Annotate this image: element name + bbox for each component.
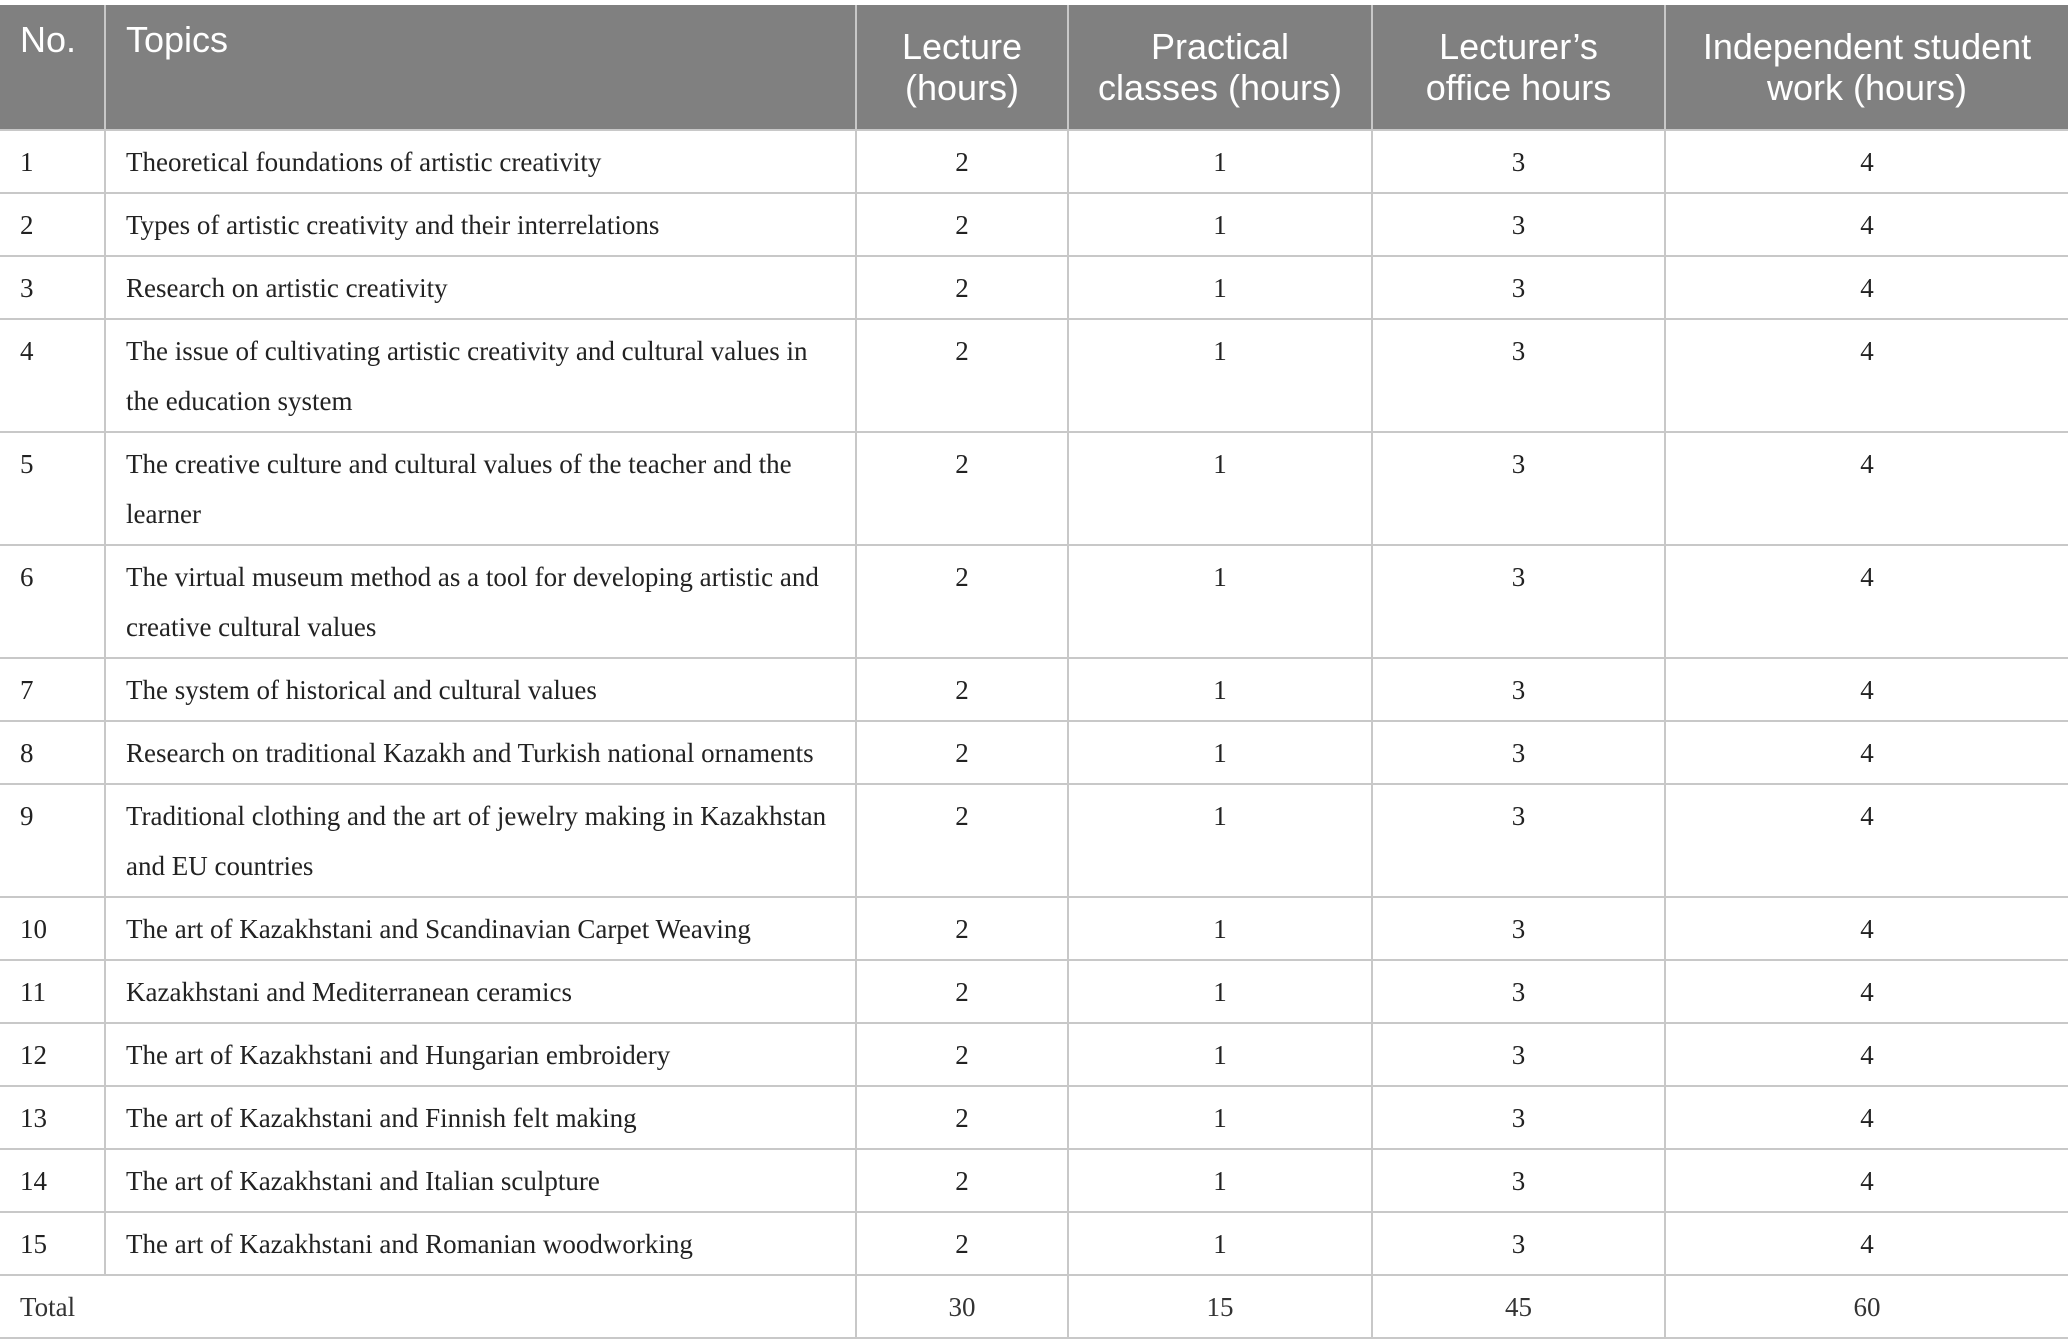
cell-no: 13 (0, 1086, 105, 1149)
cell-office: 3 (1372, 1212, 1665, 1275)
cell-no: 15 (0, 1212, 105, 1275)
cell-no: 7 (0, 658, 105, 721)
table-row (0, 193, 2068, 256)
table-row (0, 432, 2068, 545)
cell-independent: 4 (1665, 545, 2068, 658)
cell-practical: 1 (1068, 256, 1372, 319)
cell-office: 3 (1372, 897, 1665, 960)
cell-independent: 4 (1665, 1212, 2068, 1275)
cell-no: 10 (0, 897, 105, 960)
cell-lecture: 2 (856, 1086, 1068, 1149)
cell-practical: 1 (1068, 721, 1372, 784)
cell-practical: 1 (1068, 1086, 1372, 1149)
cell-lecture: 2 (856, 1149, 1068, 1212)
cell-lecture: 2 (856, 319, 1068, 432)
header-office: Lecturer’s office hours (1372, 5, 1665, 130)
cell-topic: The virtual museum method as a tool for developing artistic and creative cultural values (105, 545, 856, 658)
cell-no: 8 (0, 721, 105, 784)
total-row (0, 1275, 2068, 1338)
cell-office: 3 (1372, 193, 1665, 256)
cell-topic: Types of artistic creativity and their interrelations (105, 193, 856, 256)
cell-no: 9 (0, 784, 105, 897)
cell-lecture: 2 (856, 658, 1068, 721)
cell-lecture: 2 (856, 784, 1068, 897)
header-independent: Independent student work (hours) (1665, 5, 2068, 130)
cell-office: 3 (1372, 1023, 1665, 1086)
cell-lecture: 2 (856, 193, 1068, 256)
cell-no: 5 (0, 432, 105, 545)
cell-independent: 4 (1665, 1086, 2068, 1149)
table-row (0, 1086, 2068, 1149)
cell-practical: 1 (1068, 1212, 1372, 1275)
cell-topic: Kazakhstani and Mediterranean ceramics (105, 960, 856, 1023)
cell-lecture: 2 (856, 545, 1068, 658)
cell-office: 3 (1372, 658, 1665, 721)
total-independent: 60 (1665, 1275, 2068, 1338)
cell-no: 2 (0, 193, 105, 256)
total-office: 45 (1372, 1275, 1665, 1338)
cell-no: 12 (0, 1023, 105, 1086)
cell-topic: Research on traditional Kazakh and Turkish national ornaments (105, 721, 856, 784)
header-topics: Topics (105, 5, 856, 130)
cell-office: 3 (1372, 721, 1665, 784)
cell-office: 3 (1372, 256, 1665, 319)
cell-independent: 4 (1665, 1149, 2068, 1212)
cell-office: 3 (1372, 1086, 1665, 1149)
table-row (0, 130, 2068, 193)
cell-topic: The system of historical and cultural values (105, 658, 856, 721)
cell-no: 14 (0, 1149, 105, 1212)
cell-no: 3 (0, 256, 105, 319)
cell-office: 3 (1372, 545, 1665, 658)
course-hours-table (0, 5, 2068, 1339)
cell-topic: The art of Kazakhstani and Romanian woodworking (105, 1212, 856, 1275)
cell-office: 3 (1372, 130, 1665, 193)
header-lecture: Lecture (hours) (856, 5, 1068, 130)
cell-practical: 1 (1068, 1023, 1372, 1086)
table-row (0, 960, 2068, 1023)
cell-lecture: 2 (856, 432, 1068, 545)
total-lecture: 30 (856, 1275, 1068, 1338)
table-row (0, 319, 2068, 432)
cell-practical: 1 (1068, 784, 1372, 897)
table-row (0, 784, 2068, 897)
cell-practical: 1 (1068, 319, 1372, 432)
cell-lecture: 2 (856, 1023, 1068, 1086)
table-row (0, 897, 2068, 960)
cell-lecture: 2 (856, 721, 1068, 784)
cell-topic: The issue of cultivating artistic creativity and cultural values in the education system (105, 319, 856, 432)
cell-no: 1 (0, 130, 105, 193)
cell-independent: 4 (1665, 784, 2068, 897)
cell-office: 3 (1372, 960, 1665, 1023)
cell-lecture: 2 (856, 897, 1068, 960)
header-practical: Practical classes (hours) (1068, 5, 1372, 130)
cell-practical: 1 (1068, 1149, 1372, 1212)
table-row (0, 658, 2068, 721)
cell-independent: 4 (1665, 897, 2068, 960)
cell-office: 3 (1372, 1149, 1665, 1212)
cell-independent: 4 (1665, 319, 2068, 432)
cell-practical: 1 (1068, 897, 1372, 960)
cell-no: 11 (0, 960, 105, 1023)
cell-office: 3 (1372, 432, 1665, 545)
cell-practical: 1 (1068, 193, 1372, 256)
cell-no: 4 (0, 319, 105, 432)
table-row (0, 721, 2068, 784)
cell-lecture: 2 (856, 256, 1068, 319)
cell-independent: 4 (1665, 432, 2068, 545)
cell-independent: 4 (1665, 960, 2068, 1023)
cell-practical: 1 (1068, 960, 1372, 1023)
cell-topic: Research on artistic creativity (105, 256, 856, 319)
cell-practical: 1 (1068, 130, 1372, 193)
cell-office: 3 (1372, 319, 1665, 432)
cell-independent: 4 (1665, 193, 2068, 256)
total-practical: 15 (1068, 1275, 1372, 1338)
table-row (0, 1212, 2068, 1275)
cell-independent: 4 (1665, 256, 2068, 319)
cell-practical: 1 (1068, 545, 1372, 658)
cell-lecture: 2 (856, 1212, 1068, 1275)
cell-practical: 1 (1068, 658, 1372, 721)
cell-independent: 4 (1665, 130, 2068, 193)
cell-lecture: 2 (856, 130, 1068, 193)
cell-topic: Traditional clothing and the art of jewelry making in Kazakhstan and EU countries (105, 784, 856, 897)
cell-independent: 4 (1665, 658, 2068, 721)
cell-topic: The art of Kazakhstani and Hungarian embroidery (105, 1023, 856, 1086)
table-row (0, 545, 2068, 658)
cell-no: 6 (0, 545, 105, 658)
cell-topic: The art of Kazakhstani and Italian sculpture (105, 1149, 856, 1212)
total-label: Total (0, 1275, 856, 1338)
cell-topic: The creative culture and cultural values of the teacher and the learner (105, 432, 856, 545)
table-row (0, 1149, 2068, 1212)
table-row (0, 256, 2068, 319)
cell-independent: 4 (1665, 1023, 2068, 1086)
header-no: No. (0, 5, 105, 130)
cell-office: 3 (1372, 784, 1665, 897)
table-row (0, 1023, 2068, 1086)
cell-topic: The art of Kazakhstani and Scandinavian Carpet Weaving (105, 897, 856, 960)
cell-independent: 4 (1665, 721, 2068, 784)
cell-topic: Theoretical foundations of artistic creativity (105, 130, 856, 193)
cell-topic: The art of Kazakhstani and Finnish felt making (105, 1086, 856, 1149)
cell-practical: 1 (1068, 432, 1372, 545)
header-row (0, 5, 2068, 130)
cell-lecture: 2 (856, 960, 1068, 1023)
